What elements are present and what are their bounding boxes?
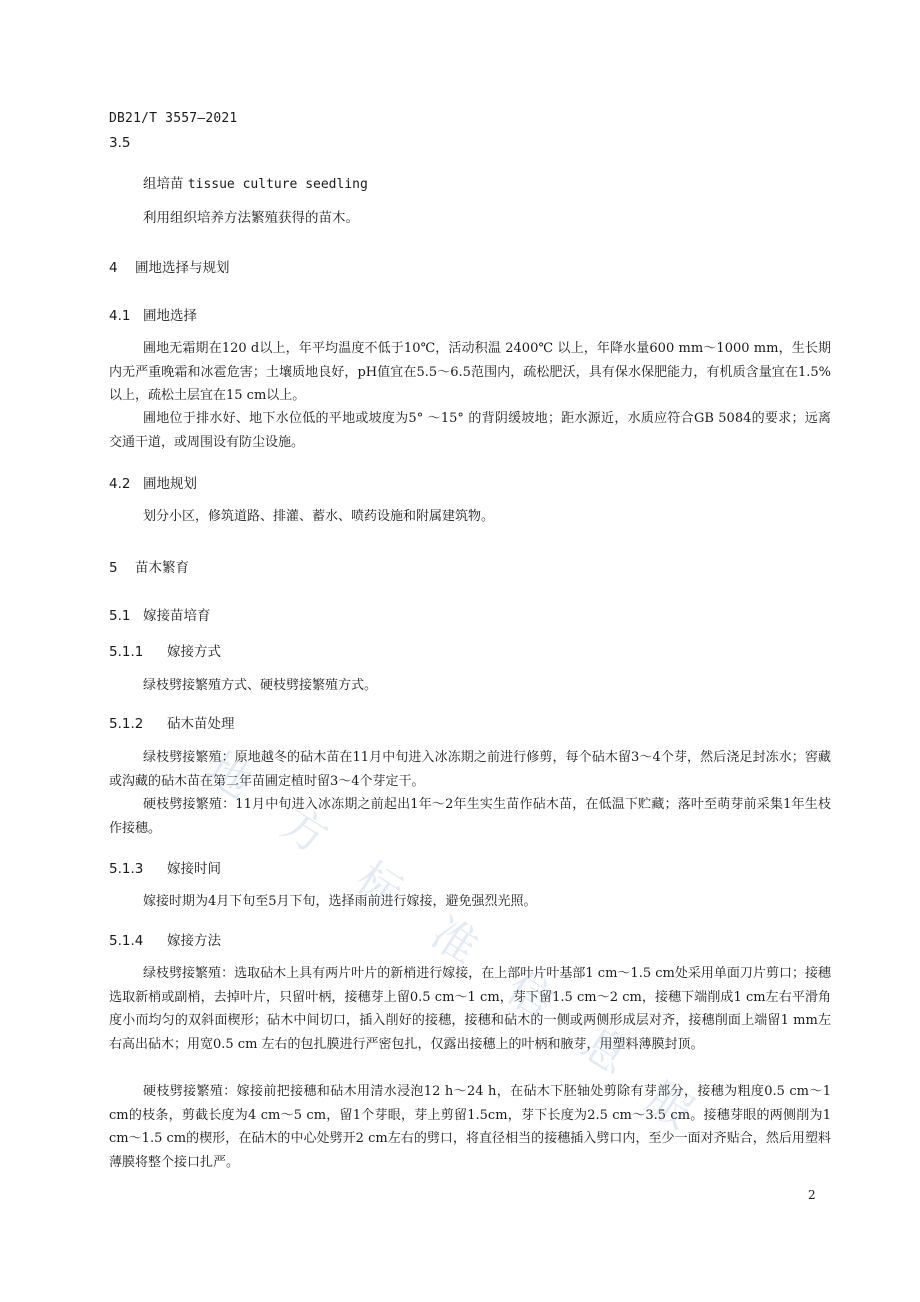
paragraph: 圃地无霜期在120 d以上，年平均温度不低于10℃，活动积温 2400℃ 以上，年降水量600 mm～1000 mm，生长期内无严重晚霜和冰雹危害；土壤质地良好，pH值宜在5.5～6.5范围内，疏松肥沃，具有保水保肥能力，有机质含量宜在1.5%以上，疏松土层宜在15 cm以上。 [109,341,831,403]
paragraph: 划分小区，修筑道路、排灌、蓄水、喷药设施和附属建筑物。 [143,509,495,524]
section-heading-5-1-1 [109,640,221,660]
watermark-char: 息 [572,1017,637,1085]
section-number: 5.1 [109,608,131,624]
page-number: 2 [808,1188,816,1202]
section-title: 圃地规划 [143,476,197,492]
section-number: 4.2 [109,476,131,492]
section-title: 砧木苗处理 [167,716,235,732]
section-number: 5.1.4 [109,933,144,949]
watermark-char: 信 [497,962,562,1030]
clause-number: 3.5 [109,135,131,151]
standard-code: DB21/T 3557—2021 [109,111,238,126]
section-number: 5.1.3 [109,861,144,877]
term-chinese: 组培苗 [143,176,184,192]
watermark-char: 服 [637,1072,702,1140]
section-heading-5-1-3 [109,857,221,877]
section-heading-5-1-2 [109,712,235,732]
section-title: 苗木繁育 [135,560,189,576]
watermark-char: 地 [197,742,262,810]
term-definition: 利用组织培养方法繁殖获得的苗木。 [143,210,359,226]
section-heading-5 [109,556,189,576]
term-english: tissue culture seedling [187,177,368,192]
term-title [143,172,368,192]
section-number: 4 [109,260,118,276]
section-number: 5 [109,560,118,576]
section-title: 圃地选择与规划 [135,260,230,276]
watermark-char: 方 [272,797,337,865]
paragraph: 绿枝劈接繁殖：选取砧木上具有两片叶片的新梢进行嫁接，在上部叶片叶基部1 cm～1.5 cm处采用单面刀片剪口；接穗选取新梢或副梢，去掉叶片，只留叶柄，接穗芽上留0.5 cm～1 cm，芽下留1.5 cm～2 cm，接穗下端削成1 cm左右平滑角度小而均匀的双斜面楔形；砧木中间切口，插入削好的接穗，接穗和砧木的一侧或两侧形成层对齐，接穗削面上端留1 mm左右高出砧木；用宽0.5 cm 左右的包扎膜进行严密包扎，仅露出接穗上的叶柄和腋芽，用塑料薄膜封顶。 [109,966,831,1052]
section-title: 嫁接方式 [167,644,221,660]
section-title: 嫁接时间 [167,861,221,877]
paragraph: 硬枝劈接繁殖：嫁接前把接穗和砧木用清水浸泡12 h～24 h，在砧木下胚轴处剪除有芽部分，接穗为粗度0.5 cm～1 cm的枝条，剪截长度为4 cm～5 cm，留1个芽眼，芽上剪留1.5cm，芽下长度为2.5 cm～3.5 cm。接穗芽眼的两侧削为1 cm～1.5 cm的楔形，在砧木的中心处劈开2 cm左右的劈口，将直径相当的接穗插入劈口内，至少一面对齐贴合，然后用塑料薄膜将整个接口扎严。 [109,1084,831,1170]
section-number: 5.1.2 [109,716,144,732]
section-number: 5.1.1 [109,644,144,660]
section-heading-5-1-4 [109,929,221,949]
section-heading-4-2 [109,472,197,492]
paragraph: 绿枝劈接繁殖：原地越冬的砧木苗在11月中旬进入冰冻期之前进行修剪，每个砧木留3～4个芽，然后浇足封冻水；窖藏或沟藏的砧木苗在第二年苗圃定植时留3～4个芽定干。 [109,750,831,789]
paragraph: 硬枝劈接繁殖：11月中旬进入冰冻期之前起出1年～2年生实生苗作砧木苗，在低温下贮藏；落叶至萌芽前采集1年生枝作接穗。 [109,797,831,836]
section-title: 嫁接苗培育 [143,608,211,624]
paragraph: 嫁接时期为4月下旬至5月下旬，选择雨前进行嫁接，避免强烈光照。 [143,894,537,909]
watermark-char: 标 [347,852,412,920]
section-title: 嫁接方法 [167,933,221,949]
section-heading-4 [109,256,230,276]
section-heading-4-1 [109,304,197,324]
paragraph: 绿枝劈接繁殖方式、硬枝劈接繁殖方式。 [143,678,378,693]
watermark-char: 准 [422,907,487,975]
section-number: 4.1 [109,308,131,324]
paragraph: 圃地位于排水好、地下水位低的平地或坡度为5° ～15° 的背阴缓坡地；距水源近，水质应符合GB 5084的要求；远离交通干道，或周围设有防尘设施。 [109,411,831,450]
section-title: 圃地选择 [143,308,197,324]
section-heading-5-1 [109,604,211,624]
